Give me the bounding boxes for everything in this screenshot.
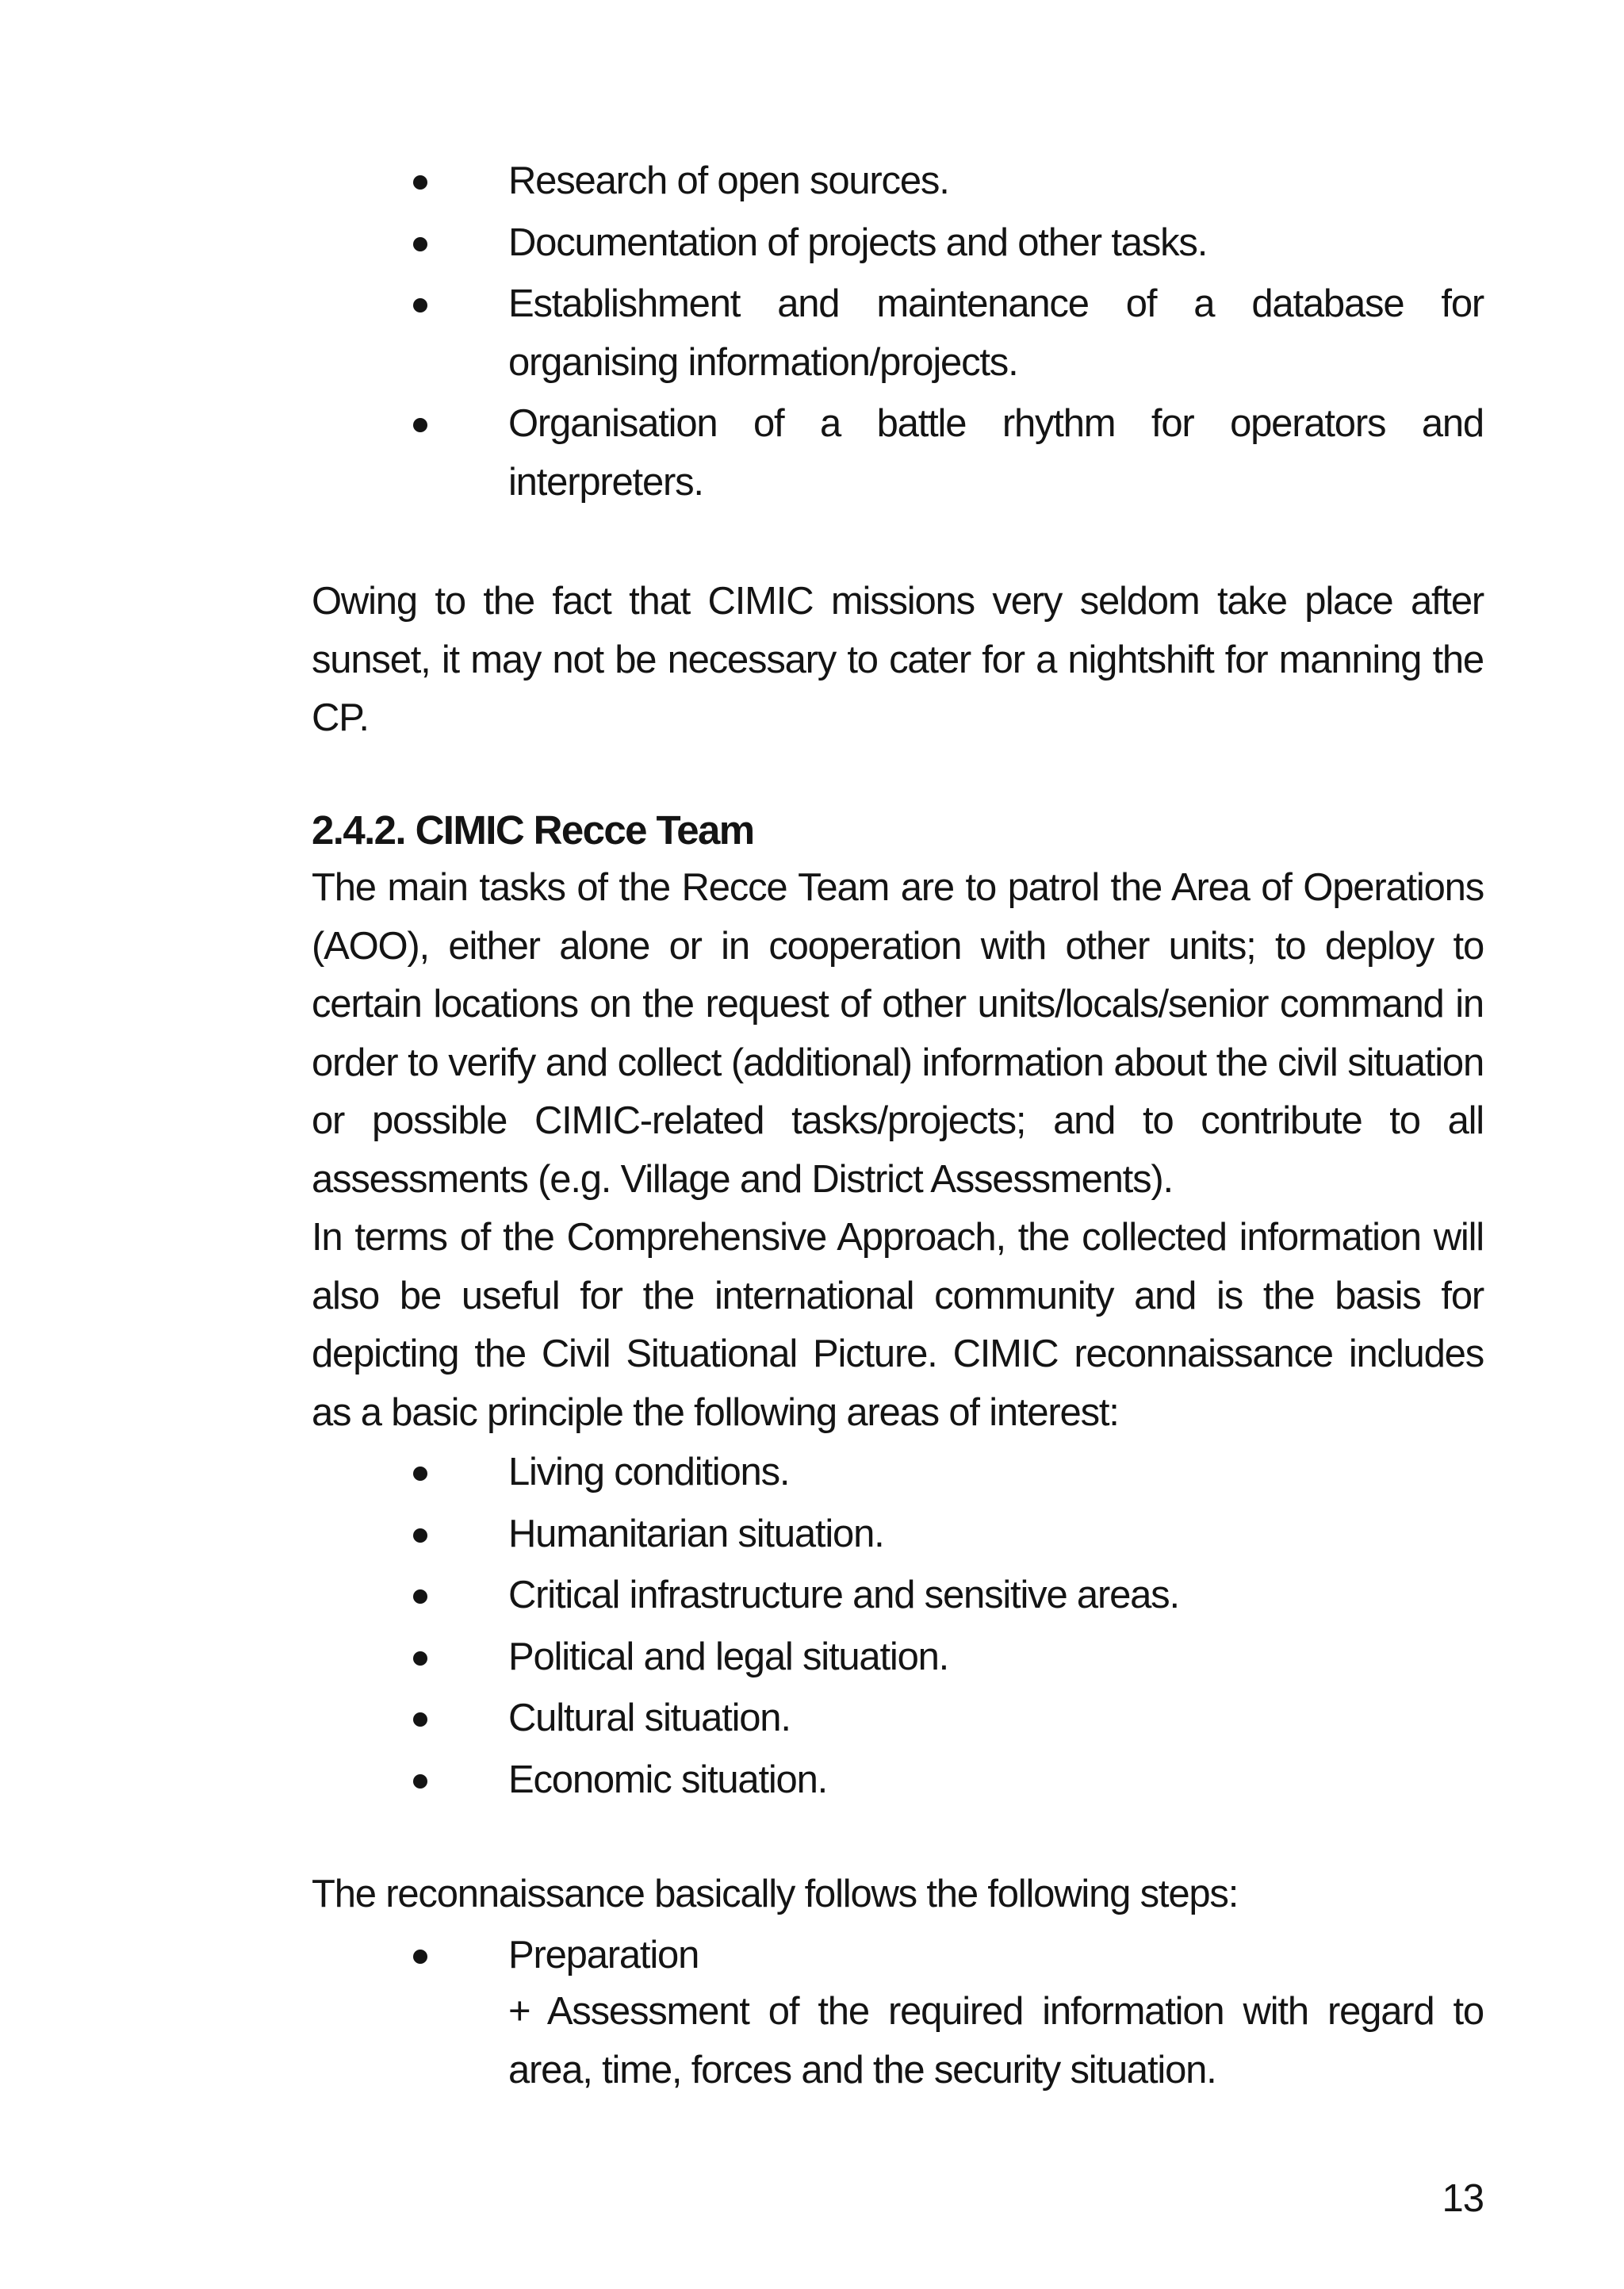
list-item	[312, 1566, 1484, 1625]
list-item-text: Living conditions.	[508, 1451, 790, 1493]
list-item-text: Documentation of projects and other tasks.	[508, 220, 1208, 264]
bullet-icon	[413, 1712, 427, 1727]
comprehensive-approach-paragraph: In terms of the Comprehensive Approach, the collected information will also be useful for the international community and is the basis for depicting the Civil Situational Picture. CIMIC reconnaissance includes as a basic principle the following areas of interest:	[312, 1216, 1484, 1434]
bullet-icon	[413, 1950, 427, 1964]
list-item	[312, 214, 1484, 273]
list-item	[312, 1628, 1484, 1687]
list-item-text: Research of open sources.	[508, 159, 949, 202]
list-item-text: Cultural situation.	[508, 1697, 791, 1739]
list-item-text: Humanitarian situation.	[508, 1512, 884, 1555]
list-item-text: Economic situation.	[508, 1758, 828, 1801]
list-item	[312, 152, 1484, 211]
list-item	[312, 1444, 1484, 1502]
list-item-text: Preparation	[508, 1934, 699, 1977]
list-item-text: Critical infrastructure and sensitive areas.	[508, 1574, 1179, 1616]
bullet-icon	[413, 418, 427, 432]
bullet-icon	[413, 1651, 427, 1666]
list-item	[312, 275, 1484, 392]
bullet-icon	[413, 1589, 427, 1604]
steps-intro-paragraph: The reconnaissance basically follows the following steps:	[312, 1873, 1239, 1915]
list-item-text: Political and legal situation.	[508, 1635, 949, 1678]
page-number: 13	[1442, 2177, 1484, 2220]
list-item-text: Organisation of a battle rhythm for operators and interpreters.	[508, 402, 1484, 504]
bullet-icon	[413, 298, 427, 312]
list-item-text: Establishment and maintenance of a database for organising information/projects.	[508, 282, 1484, 384]
bullet-icon	[413, 1467, 427, 1481]
list-item	[312, 395, 1484, 512]
areas-of-interest-list	[312, 1444, 1484, 1812]
recce-tasks-paragraph: The main tasks of the Recce Team are to patrol the Area of Operations (AOO), either alone or in cooperation with other units; to deploy to certain locations on the request of other units/locals/senior command in order to verify and collect (additional) information about the civil situation or possible CIMIC-related tasks/projects; and to contribute to all assessments (e.g. Village and District Assessments).	[312, 866, 1484, 1201]
list-item	[312, 1927, 1484, 1985]
list-item	[312, 1751, 1484, 1810]
list-item	[312, 1505, 1484, 1564]
nightshift-paragraph: Owing to the fact that CIMIC missions very seldom take place after sunset, it may not be necessary to cater for a nightshift for manning the CP.	[312, 580, 1484, 739]
bullet-icon	[413, 175, 427, 190]
steps-bullet-list	[312, 1927, 1484, 1988]
bullet-icon	[413, 1528, 427, 1543]
list-item	[312, 1689, 1484, 1748]
bullet-icon	[413, 1774, 427, 1789]
section-heading: 2.4.2. CIMIC Recce Team	[312, 807, 754, 853]
tasks-bullet-list	[312, 152, 1484, 515]
preparation-detail-text: + Assessment of the required information with regard to area, time, forces and the security situation.	[508, 1990, 1484, 2092]
bullet-icon	[413, 237, 427, 251]
